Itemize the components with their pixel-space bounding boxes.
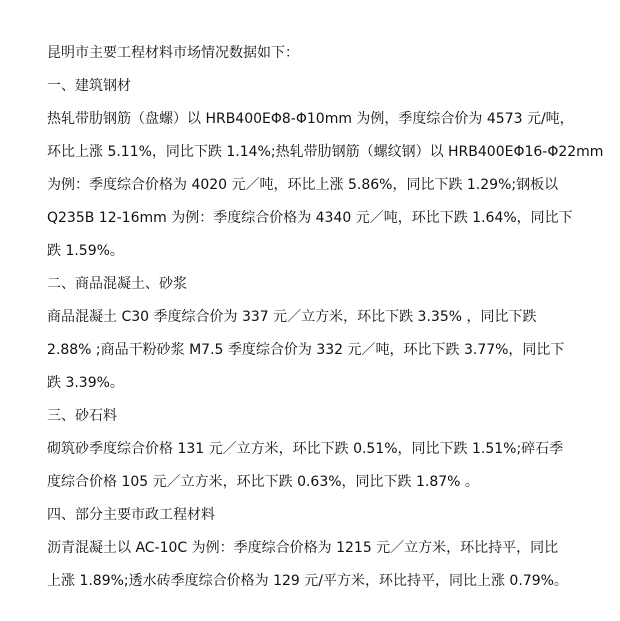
section-heading-aggregate: 三、砂石料 bbox=[47, 408, 117, 424]
concrete-line-2: 2.88% ;商品干粉砂浆 M7.5 季度综合价为 332 元／吨，环比下跌 3.77%，同比下 bbox=[47, 342, 565, 358]
section-heading-steel: 一、建筑钢材 bbox=[47, 78, 131, 94]
aggregate-line-2: 度综合价格 105 元／立方米，环比下跌 0.63%，同比下跌 1.87% 。 bbox=[47, 474, 479, 490]
steel-line-3: 为例：季度综合价格为 4020 元／吨，环比上涨 5.86%，同比下跌 1.29%;钢板以 bbox=[47, 177, 559, 193]
municipal-line-2: 上涨 1.89%;透水砖季度综合价格为 129 元/平方米，环比持平，同比上涨 0.79%。 bbox=[47, 573, 568, 589]
steel-line-2: 环比上涨 5.11%，同比下跌 1.14%;热轧带肋钢筋（螺纹钢）以 HRB400EΦ16-Φ22mm bbox=[47, 144, 604, 160]
section-heading-concrete: 二、商品混凝土、砂浆 bbox=[47, 276, 187, 292]
intro-line: 昆明市主要工程材料市场情况数据如下： bbox=[47, 45, 299, 61]
document-body bbox=[47, 37, 604, 598]
steel-line-1: 热轧带肋钢筋（盘螺）以 HRB400EΦ8-Φ10mm 为例，季度综合价为 4573 元/吨， bbox=[47, 111, 574, 127]
municipal-line-1: 沥青混凝土以 AC-10C 为例：季度综合价格为 1215 元／立方米，环比持平，同比 bbox=[47, 540, 559, 556]
aggregate-line-1: 砌筑砂季度综合价格 131 元／立方米，环比下跌 0.51%，同比下跌 1.51%;碎石季 bbox=[47, 441, 564, 457]
concrete-line-3: 跌 3.39%。 bbox=[47, 375, 124, 391]
steel-line-4: Q235B 12-16mm 为例：季度综合价格为 4340 元／吨，环比下跌 1.64%，同比下 bbox=[47, 210, 573, 226]
section-heading-municipal: 四、部分主要市政工程材料 bbox=[47, 507, 215, 523]
concrete-line-1: 商品混凝土 C30 季度综合价为 337 元／立方米，环比下跌 3.35% ，同比下跌 bbox=[47, 309, 537, 325]
steel-line-5: 跌 1.59%。 bbox=[47, 243, 124, 259]
